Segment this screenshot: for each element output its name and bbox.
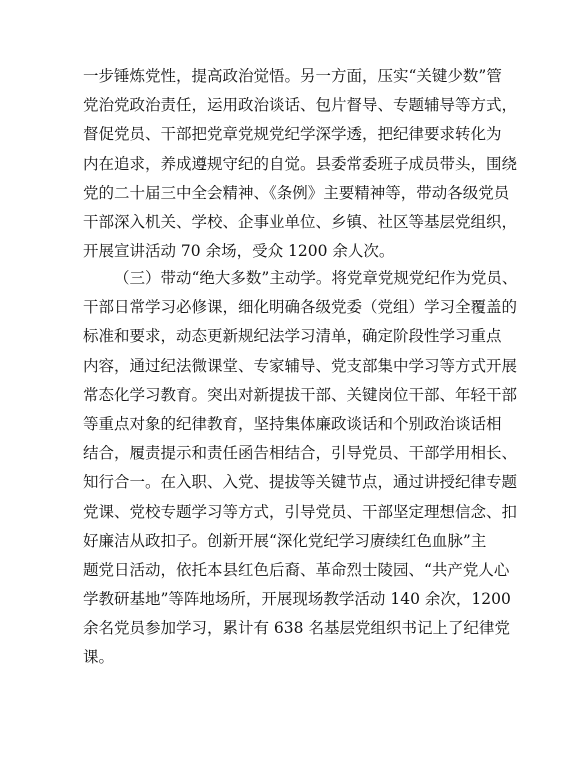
paragraph-line: 题党日活动，依托本县红色后裔、革命烈士陵园、“共产党人心 <box>83 560 510 579</box>
paragraph-line: 知行合一。在入职、入党、提拔等关键节点，通过讲授纪律专题 <box>83 473 518 492</box>
paragraph-line: 督促党员、干部把党章党规党纪学深学透，把纪律要求转化为 <box>83 125 502 144</box>
paragraph-line: 余名党员参加学习，累计有 638 名基层党组织书记上了纪律党 <box>83 619 510 638</box>
paragraph-line: 干部日常学习必修课，细化明确各级党委（党组）学习全覆盖的 <box>83 298 518 317</box>
paragraph-line: 开展宣讲活动 70 余场，受众 1200 余人次。 <box>83 242 395 261</box>
paragraph-line: 干部深入机关、学校、企事业单位、乡镇、社区等基层党组织， <box>83 212 518 231</box>
paragraph-line: 常态化学习教育。突出对新提拔干部、关键岗位干部、年轻干部 <box>83 385 518 404</box>
paragraph-line: 党治党政治责任，运用政治谈话、包片督导、专题辅导等方式， <box>83 96 518 115</box>
paragraph-line: 等重点对象的纪律教育，坚持集体廉政谈话和个别政治谈话相 <box>83 414 502 433</box>
paragraph-2 <box>83 264 518 673</box>
paragraph-line: 标准和要求，动态更新规纪法学习清单，确定阶段性学习重点 <box>83 327 502 346</box>
paragraph-line: 课。 <box>83 648 115 667</box>
paragraph-line: 好廉洁从政扣子。创新开展“深化党纪学习赓续红色血脉”主 <box>83 531 487 550</box>
paragraph-line: 一步锤炼党性，提高政治觉悟。另一方面，压实“关键少数”管 <box>83 67 502 85</box>
section-heading-line: （三）带动“绝大多数”主动学。将党章党规党纪作为党员、 <box>114 269 518 287</box>
paragraph-line: 结合，履责提示和责任函告相结合，引导党员、干部学用相长、 <box>83 444 518 463</box>
paragraph-1 <box>83 62 518 266</box>
paragraph-line: 党课、党校专题学习等方式，引导党员、干部坚定理想信念、扣 <box>83 502 518 521</box>
paragraph-line: 学教研基地”等阵地场所，开展现场教学活动 140 余次，1200 <box>83 590 511 609</box>
paragraph-line: 内容，通过纪法微课堂、专家辅导、党支部集中学习等方式开展 <box>83 356 518 375</box>
paragraph-line: 党的二十届三中全会精神、《条例》主要精神等，带动各级党员 <box>83 183 510 202</box>
paragraph-line: 内在追求，养成遵规守纪的自觉。县委常委班子成员带头，围绕 <box>83 154 518 173</box>
